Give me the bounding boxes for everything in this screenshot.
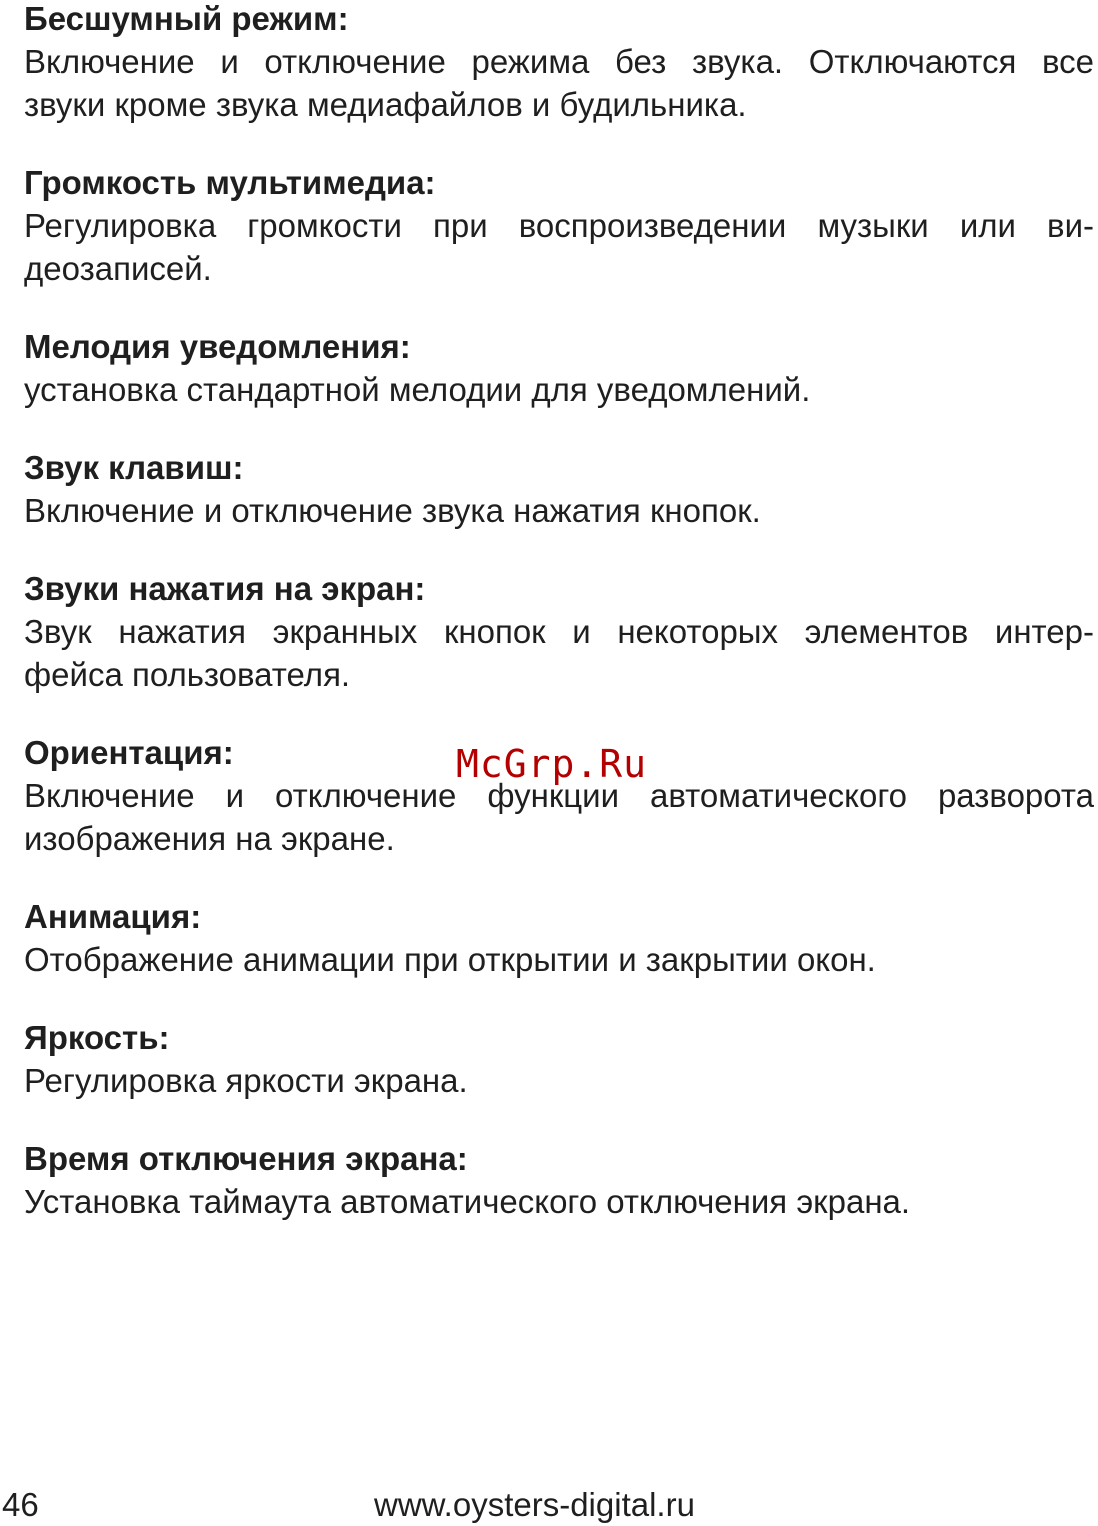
section-term: Время отключения экрана: — [24, 1140, 468, 1177]
section-screen-timeout — [24, 1140, 1094, 1223]
section-key-sound — [24, 449, 1094, 532]
section-silent-mode — [24, 0, 1094, 126]
section-description — [24, 938, 1094, 981]
description-line: Включение и отключение функции автоматического разворота — [24, 777, 1094, 814]
section-media-volume — [24, 164, 1094, 290]
description-line: установка стандартной мелодии для уведомлений. — [24, 371, 811, 408]
description-line: деозаписей. — [24, 250, 212, 287]
description-line: Регулировка громкости при воспроизведении музыки или ви- — [24, 207, 1094, 244]
section-term: Звуки нажатия на экран: — [24, 570, 426, 607]
section-term: Яркость: — [24, 1019, 170, 1056]
description-line: Включение и отключение звука нажатия кнопок. — [24, 492, 761, 529]
document-body — [24, 0, 1094, 1261]
section-term: Бесшумный режим: — [24, 0, 349, 37]
description-line: Установка таймаута автоматического отключения экрана. — [24, 1183, 911, 1220]
section-description — [24, 489, 1094, 532]
section-description — [24, 40, 1094, 126]
section-description — [24, 1180, 1094, 1223]
description-line: Звук нажатия экранных кнопок и некоторых элементов интер- — [24, 613, 1094, 650]
footer-url: www.oysters-digital.ru — [374, 1486, 695, 1523]
section-description — [24, 1059, 1094, 1102]
description-line: Включение и отключение режима без звука. Отключаются все — [24, 43, 1094, 80]
description-line: Отображение анимации при открытии и закрытии окон. — [24, 941, 876, 978]
section-description — [24, 774, 1094, 860]
page-number: 46 — [2, 1486, 39, 1523]
description-line: Регулировка яркости экрана. — [24, 1062, 468, 1099]
section-term: Ориентация: — [24, 734, 234, 771]
section-touch-sounds — [24, 570, 1094, 696]
section-description — [24, 368, 1094, 411]
description-line: изображения на экране. — [24, 820, 395, 857]
section-description — [24, 610, 1094, 696]
section-brightness — [24, 1019, 1094, 1102]
section-term: Мелодия уведомления: — [24, 328, 411, 365]
description-line: звуки кроме звука медиафайлов и будильника. — [24, 86, 747, 123]
section-term: Звук клавиш: — [24, 449, 244, 486]
section-notification-melody — [24, 328, 1094, 411]
section-description — [24, 204, 1094, 290]
section-term: Анимация: — [24, 898, 202, 935]
section-animation — [24, 898, 1094, 981]
section-term: Громкость мультимедиа: — [24, 164, 436, 201]
description-line: фейса пользователя. — [24, 656, 351, 693]
watermark: McGrp.Ru — [456, 742, 648, 786]
